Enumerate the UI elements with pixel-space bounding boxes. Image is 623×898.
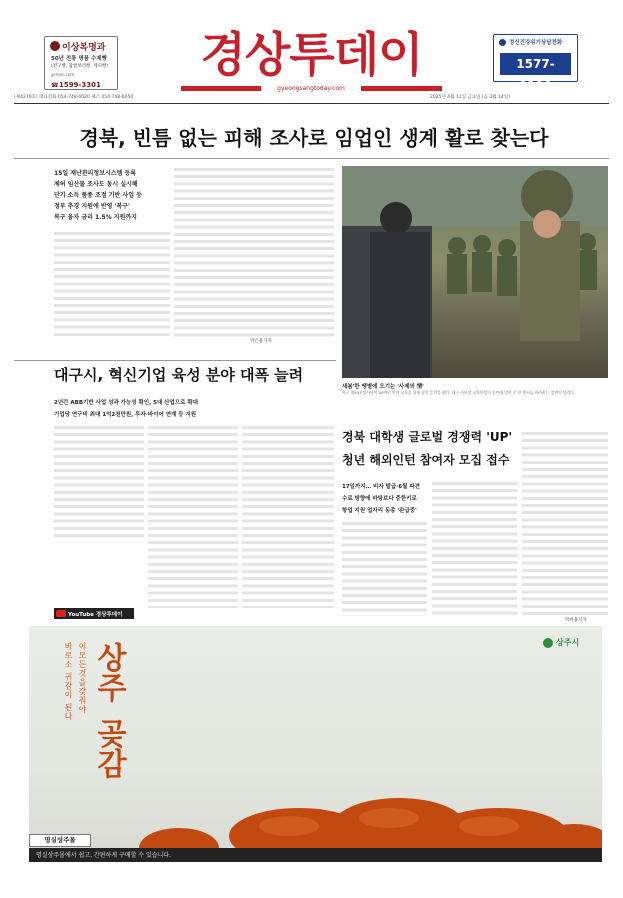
- hotline-icon: [499, 39, 506, 46]
- lead-deck-line: 제허 임산물 조사도 동시 실시해: [54, 181, 138, 188]
- article3-headline-1[interactable]: 경북 대학생 글로벌 경쟁력 'UP': [342, 430, 513, 444]
- lead-deck: [54, 168, 170, 223]
- ad-side-text-1: 이모든것을갖춰야: [78, 642, 87, 714]
- youtube-badge[interactable]: [54, 608, 134, 619]
- ad-headline-1: 상주: [91, 642, 126, 702]
- article2-headline[interactable]: 대구시, 혁신기업 육성 분야 대폭 늘려: [54, 366, 304, 384]
- lead-deck-line: 복구 융자 금리 1.5% 지원까지: [54, 214, 137, 221]
- article2-body-col2: [148, 424, 238, 608]
- article3-deck-2: 수료 방향에 바탕보다 중한키로: [342, 496, 417, 502]
- header-rule: [14, 103, 609, 104]
- lead-rule: [14, 158, 609, 159]
- left-ad-line2: (전구빵, 찹쌀보리빵, 계피빵): [51, 64, 109, 69]
- lead-body-col3: [284, 166, 334, 338]
- lead-byline: 박은용기자: [250, 339, 272, 344]
- article3-byline: 박희용기자: [565, 618, 587, 623]
- article2-deck-2: 기업당 연구비 최대 1억2천만원, 투자·바이어 연계 등 지원: [54, 412, 197, 418]
- left-ad-brand: 이상복명과: [62, 43, 106, 53]
- lead-deck-line: 15일 재난관리정보시스템 등록: [54, 170, 137, 177]
- masthead[interactable]: 경상투데이: [200, 28, 423, 83]
- photo-caption-sub: 육군 제50보병사단이 40여년 만의 교육을 위해 참전 훈련을 했다. 대구 사단장 교육단장이 훈련에 열연 중 한 병사를 바라보는 장면이 담겼다.: [342, 390, 576, 395]
- article2-deck-1: 2년간 ABB기반 사업 성과 가능성 확인, 5대 산업으로 확대: [54, 400, 198, 406]
- lead-headline[interactable]: 경북, 빈틈 없는 피해 조사로 임업인 생계 활로 찾는다: [79, 126, 549, 150]
- ad-brand-box[interactable]: 명실상주몰: [29, 834, 91, 847]
- phone-icon: ☎: [51, 82, 59, 89]
- info-left: (제4270호) 대표전화 054-748-6020 팩스 054-748-6050: [14, 95, 134, 100]
- article3-body-col1: [342, 520, 427, 616]
- left-header-ad[interactable]: [44, 36, 118, 90]
- article3-headline-2[interactable]: 청년 해외인턴 참여자 모집 접수: [342, 453, 510, 467]
- left-ad-line1: 50년 전통 명품 수제빵: [51, 56, 107, 62]
- section-rule: [14, 360, 336, 361]
- ad-side-text-2: 비로소 귀감이 된다: [64, 642, 73, 722]
- right-header-ad[interactable]: [493, 34, 578, 93]
- lead-deck-line: 단기 소득 품종 조정 기반 사업 등: [54, 192, 142, 199]
- article3-deck-3: 항업 지원 업자리 동종 '완급중': [342, 508, 417, 514]
- right-ad-phone: 1577-0199: [500, 53, 571, 75]
- lead-deck-line: 정부 추경 지원에 반영 '복구': [54, 203, 130, 210]
- photo-caption-bold: 새봄'한 땡볕에 오기는 '사제의 情': [342, 384, 424, 390]
- article3-body-col3: [522, 430, 608, 616]
- youtube-label: YouTube 경상투데이: [68, 612, 123, 618]
- ad-footer: 명실상주몰에서 쉽고, 간편하게 구매할 수 있습니다.: [36, 852, 172, 859]
- bottom-ad[interactable]: [29, 626, 602, 862]
- info-right: 2025년 4월 11일 금요일 (음 3월 14일): [430, 95, 510, 100]
- left-ad-line3: gsmen.com: [51, 72, 75, 77]
- lead-body-col2: [174, 166, 290, 338]
- ad-headline-2: 곶감: [91, 718, 126, 778]
- soldiers-illustration: [342, 166, 608, 378]
- article3-body-col2: [432, 480, 517, 616]
- ad-logo: 상주시: [556, 638, 580, 647]
- left-ad-phone: 1599-3301: [59, 81, 101, 89]
- lead-body-col1: [54, 230, 170, 338]
- sangju-logo-icon: [543, 638, 553, 648]
- article2-body-col3: [242, 424, 334, 608]
- article2-body-col1: [54, 424, 144, 538]
- site-url[interactable]: gyeongsangtoday.com: [261, 85, 361, 92]
- lead-photo: [342, 166, 608, 378]
- youtube-play-icon: [56, 610, 66, 617]
- brand-logo-icon: [50, 41, 60, 51]
- right-ad-title: 정신건강위기상담전화: [509, 40, 563, 46]
- article3-deck-1: 17일까지… 비자 발급·6월 파견: [342, 484, 420, 490]
